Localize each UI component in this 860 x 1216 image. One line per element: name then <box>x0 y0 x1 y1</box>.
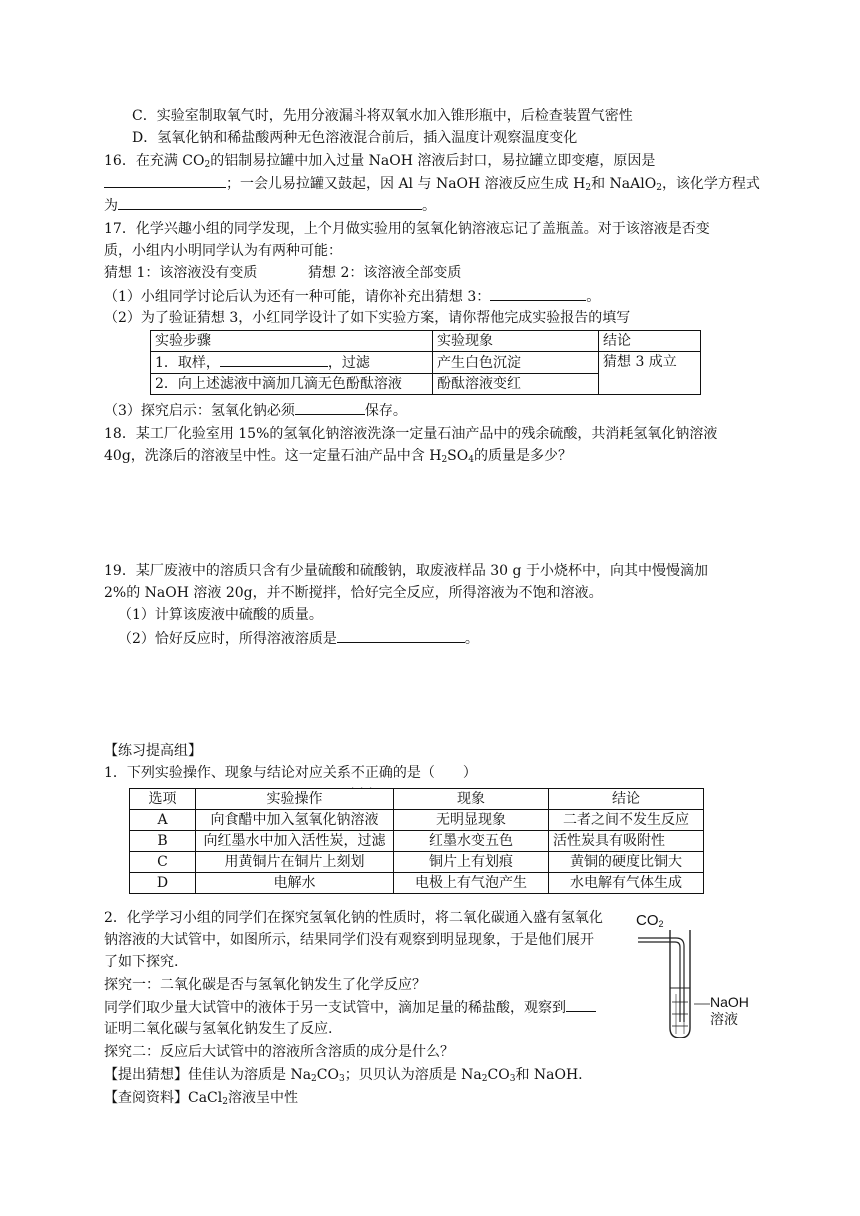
col-header-option: 选项 <box>130 789 196 810</box>
q2-line6: 证明二氧化碳与氢氧化钠发生了反应. <box>104 1021 333 1037</box>
q17-line1: 17．化学兴趣小组的同学发现，上个月做实验用的氢氧化钠溶液忘记了盖瓶盖。对于该溶液是否变 <box>104 221 710 237</box>
q2-line1: 2．化学学习小组的同学们在探究氢氧化钠的性质时，将二氧化碳通入盛有氢氧化 <box>104 910 603 926</box>
q17-conclusion: 猜想 3 成立 <box>599 352 701 395</box>
q2-explore1: 探究一：二氧化碳是否与氢氧化钠发生了化学反应？ <box>104 977 426 993</box>
q17-header-conclusion: 结论 <box>599 331 701 352</box>
table-row: C 用黄铜片在铜片上刻划 铜片上有划痕 黄铜的硬度比铜大 <box>130 852 704 873</box>
section-q1-table <box>129 788 704 894</box>
q2-explore2: 探究二：反应后大试管中的溶液所含溶质的成分是什么？ <box>104 1044 454 1060</box>
q17-part2: （2）为了验证猜想 3，小红同学设计了如下实验方案，请你帮他完成实验报告的填写 <box>104 310 631 326</box>
table-row: D 电解水 电极上有气泡产生 水电解有气体生成 <box>130 873 704 894</box>
q17-phenomenon2: 酚酞溶液变红 <box>433 374 599 395</box>
q17-header-phenomenon: 实验现象 <box>433 331 599 352</box>
co2-label: $CO_2$ <box>636 912 664 929</box>
q16-line3: 为 。 <box>104 195 436 216</box>
test-tube-diagram <box>636 908 766 1038</box>
q15-option-c: C．实验室制取氧气时，先用分液漏斗将双氧水加入锥形瓶中，后检查装置气密性 <box>132 108 633 124</box>
section-title: 【练习提高组】 <box>104 743 202 759</box>
q19-part2: （2）恰好反应时，所得溶液溶质是 。 <box>118 628 479 649</box>
solution-label: 溶液 <box>710 1012 738 1028</box>
q17-phenomenon1: 产生白色沉淀 <box>433 352 599 374</box>
q2-blank-observe[interactable] <box>566 997 596 1012</box>
naoh-label: NaOH <box>710 994 749 1010</box>
col-header-operation: 实验操作 <box>196 789 394 810</box>
emphasis-dots: 不正确 · · · <box>351 765 393 781</box>
q2-line3: 了如下探究. <box>104 954 179 970</box>
col-header-conclusion: 结论 <box>549 789 704 810</box>
q2-reference: 【查阅资料】CaCl$_2$溶液呈中性 <box>104 1090 298 1107</box>
q17-blank-storage[interactable] <box>295 400 365 415</box>
q17-part1: （1）小组同学讨论后认为还有一种可能，请你补充出猜想 3： 。 <box>104 286 600 307</box>
q19-blank-solute[interactable] <box>337 628 465 643</box>
q17-part3: （3）探究启示：氢氧化钠必须 保存。 <box>104 400 407 421</box>
q17-step1: 1．取样， ，过滤 <box>151 352 433 374</box>
col-header-phenomenon: 现象 <box>394 789 549 810</box>
q2-line2: 钠溶液的大试管中，如图所示，结果同学们没有观察到明显现象，于是他们展开 <box>104 932 594 948</box>
q16-blank-equation[interactable] <box>118 195 422 210</box>
q17-guess1: 猜想 1：该溶液没有变质 <box>104 265 258 281</box>
q17-blank-guess3[interactable] <box>490 286 586 301</box>
q19-line1: 19．某厂废液中的溶质只含有少量硫酸和硫酸钠，取废液样品 30 g 于小烧杯中，向其中慢慢滴加 <box>104 563 708 579</box>
q19-line2: 2%的 NaOH 溶液 20g，并不断搅拌，恰好完全反应，所得溶液为不饱和溶液。 <box>104 585 603 601</box>
section-q1-stem: 1．下列实验操作、现象与结论对应关系不正确 · · ·的是（ ） <box>104 763 477 783</box>
q16-line2: ；一会儿易拉罐又鼓起，因 Al 与 NaOH 溶液反应生成 $H_2$和 NaAlO$_2$，该化学方程式 <box>104 173 760 194</box>
q18-line2: 40g，洗涤后的溶液呈中性。这一定量石油产品中含 $H_2SO_4$的质量是多少？ <box>104 448 572 465</box>
q19-part1: （1）计算该废液中硫酸的质量。 <box>118 607 323 623</box>
q16-blank-reason[interactable] <box>104 173 226 188</box>
q2-hypothesis: 【提出猜想】佳佳认为溶质是 $Na_2CO_3$；贝贝认为溶质是 $Na_2CO_3$和 NaOH. <box>104 1067 583 1084</box>
q17-guess2: 猜想 2：该溶液全部变质 <box>308 265 462 281</box>
q17-step2: 2．向上述滤液中滴加几滴无色酚酞溶液 <box>151 374 433 395</box>
q17-header-step: 实验步骤 <box>151 331 433 352</box>
table-row: B 向红墨水中加入活性炭，过滤 红墨水变五色 活性炭具有吸附性 <box>130 831 704 852</box>
q16-line1: 16．在充满 $CO_2$的铝制易拉罐中加入过量 NaOH 溶液后封口，易拉罐立即变瘪，原因是 <box>104 153 656 170</box>
q18-line1: 18．某工厂化验室用 15%的氢氧化钠溶液洗涤一定量石油产品中的残余硫酸，共消耗氢氧化钠溶液 <box>104 426 718 442</box>
q15-option-d: D．氢氧化钠和稀盐酸两种无色溶液混合前后，插入温度计观察温度变化 <box>132 130 578 146</box>
apparatus-figure <box>636 908 766 1038</box>
q17-blank-step1[interactable] <box>220 352 328 367</box>
q2-line5: 同学们取少量大试管中的液体于另一支试管中，滴加足量的稀盐酸，观察到 <box>104 997 596 1018</box>
q17-report-table <box>150 330 701 395</box>
table-row: A 向食醋中加入氢氧化钠溶液 无明显现象 二者之间不发生反应 <box>130 810 704 831</box>
q17-line2: 质，小组内小明同学认为有两种可能： <box>104 243 342 259</box>
